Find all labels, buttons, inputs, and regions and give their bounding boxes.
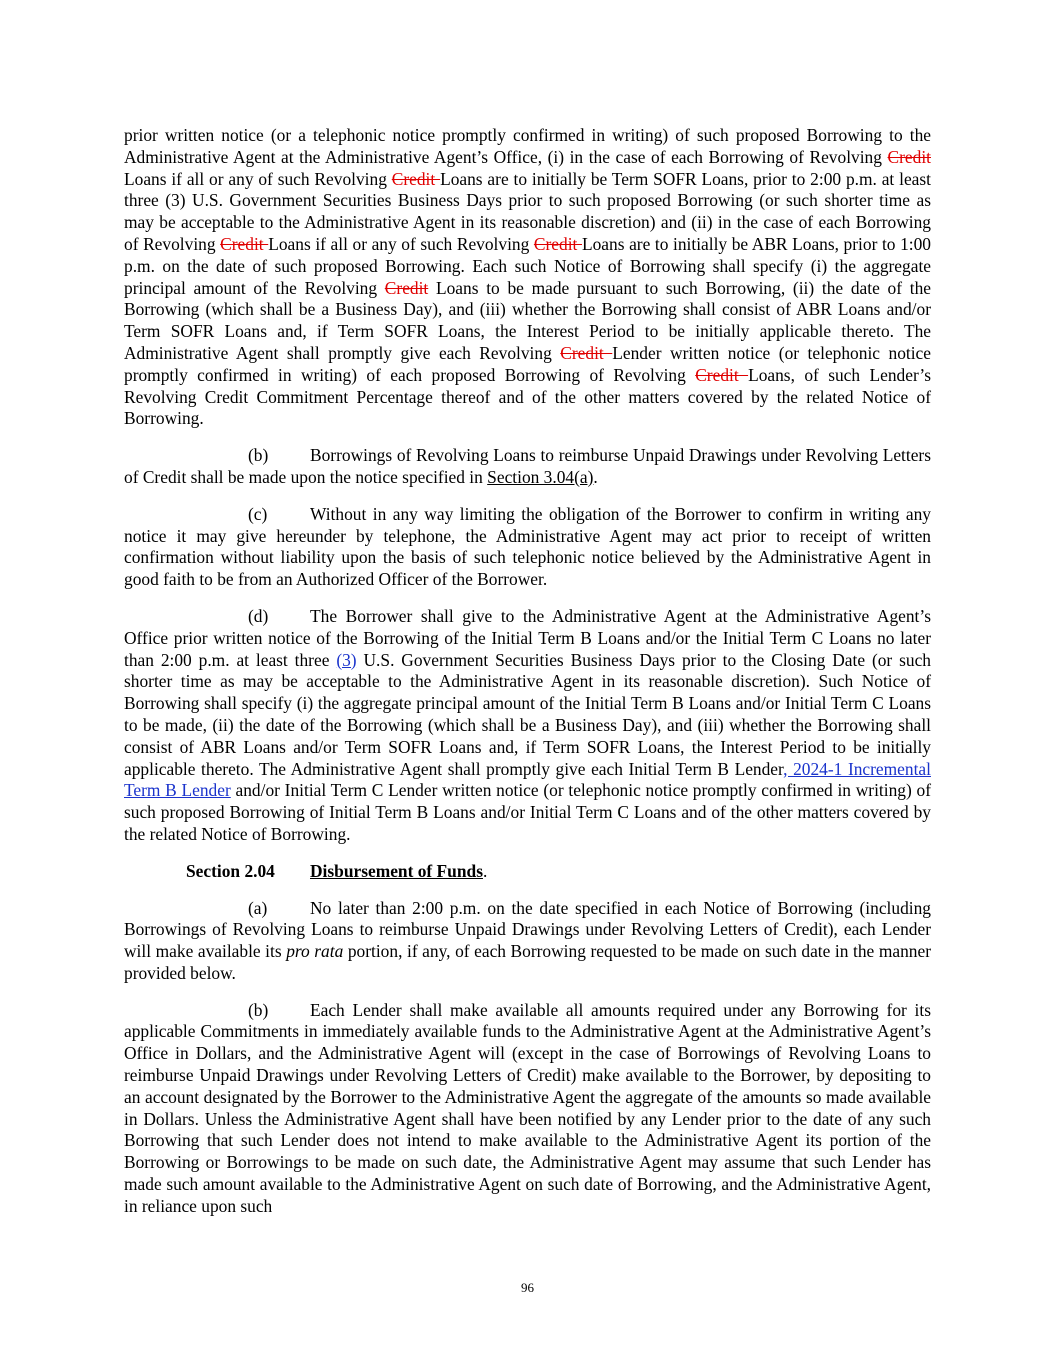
paragraph-section-a <box>124 898 931 985</box>
paragraph-b <box>124 445 931 489</box>
text-run: Loans if all or any of such Revolving <box>268 233 534 254</box>
deleted-text: Credit <box>391 168 441 189</box>
section-heading <box>186 861 931 883</box>
section-number: Section 2.04 <box>186 860 275 881</box>
text-run: and/or Initial Term C Lender written notice (or telephonic notice promptly confirmed in writing) of such proposed Borrowing of Initial Term B Loans and/or Initial Term C Loans and of the other matters covered by the related Notice of Borrowing. <box>124 780 931 844</box>
text-run: . <box>593 466 598 487</box>
text-run: Loans are to initially be ABR Loans, prior to 1:00 p.m. on the date of such proposed Borrowing. Each such Notice of Borrowing shall specify (i) the aggregate principal amount of the Revolving <box>124 233 932 298</box>
text-run: The Borrower shall give to the Administrative Agent at the Administrative Agent’s Office prior written notice of the Borrowing of the Initial Term B Loans and/or the Initial Term C Loans no later than 2:00 p.m. at least three <box>124 605 931 670</box>
text-run: Loans if all or any of such Revolving <box>124 168 392 189</box>
inserted-text: , 2024-1 Incremental Term B Lender <box>124 758 931 801</box>
text-run: portion, if any, of each Borrowing requested to be made on such date in the manner provided below. <box>124 941 931 983</box>
deleted-text: Credit <box>887 146 931 167</box>
clause-label: (c) <box>248 503 268 524</box>
text-run: Without in any way limiting the obligation of the Borrower to confirm in writing any notice it may give hereunder by telephone, the Administrative Agent may act prior to receipt of written confirmation without liability upon the basis of such telephonic notice believed by the Administrative Agent in good faith to be from an Authorized Officer of the Borrower. <box>124 503 931 590</box>
text-run: Loans to be made pursuant to such Borrowing, (ii) the date of the Borrowing (which shall be a Business Day), and (iii) whether the Borrowing shall consist of ABR Loans and/or Term SOFR Loans and, if Term SOFR Loans, the Interest Period to be initially applicable thereto. The Administrative Agent shall promptly give each Revolving <box>124 277 931 363</box>
section-title-punctuation: . <box>482 860 488 881</box>
text-run: Loans are to initially be Term SOFR Loans, prior to 2:00 p.m. at least three (3) U.S. Government Securities Business Days prior to such proposed Borrowing (or such shorter time as may be acceptable to the Administrative Agent in its reasonable discretion) and (ii) in the case of each Borrowing of Revolving <box>124 168 931 254</box>
deleted-text: Credit <box>533 233 582 254</box>
inserted-text: (3) <box>336 649 357 670</box>
section-title: Disbursement of Funds <box>310 860 483 881</box>
section-reference-link[interactable]: Section 3.04(a) <box>487 466 594 487</box>
deleted-text: Credit <box>220 233 269 254</box>
text-run: Each Lender shall make available all amounts required under any Borrowing for its applicable Commitments in immediately available funds to the Administrative Agent at the Administrative Agent’s Office in Dollars, and the Administrative Agent will (except in the case of Borrowings of Revolving Loans to reimburse Unpaid Drawings under Revolving Letters of Credit) make available to the Borrower, by depositing to an account designated by the Borrower to the Administrative Agent the aggregate of the amounts so made available in Dollars. Unless the Administrative Agent shall have been notified by any Lender prior to the date of any such Borrowing that such Lender does not intend to make available to the Administrative Agent its portion of the Borrowing or Borrowings to be made on such date, the Administrative Agent may assume that such Lender has made such amount available to the Administrative Agent on such date of Borrowing, and the Administrative Agent, in reliance upon such <box>124 999 931 1216</box>
paragraph-section-b <box>124 1000 931 1218</box>
text-run: prior written notice (or a telephonic notice promptly confirmed in writing) of such proposed Borrowing to the Administrative Agent at the Administrative Agent’s Office, (i) in the case of each Borrowing of Revolving <box>124 125 931 167</box>
document-page <box>124 125 931 1233</box>
deleted-text: Credit <box>695 364 749 385</box>
text-run: No later than 2:00 p.m. on the date specified in each Notice of Borrowing (including Borrowings of Revolving Loans to reimburse Unpaid Drawings under Revolving Letters of Credit), each Lender will make available its <box>124 897 931 962</box>
deleted-text: Credit <box>384 277 429 298</box>
text-run: Lender written notice (or telephonic notice promptly confirmed in writing) of each proposed Borrowing of Revolving <box>124 342 931 385</box>
paragraph-notice-of-borrowing-continued <box>124 125 931 430</box>
clause-label: (b) <box>248 445 269 466</box>
paragraph-d <box>124 606 931 846</box>
deleted-text: Credit <box>560 342 613 363</box>
paragraph-c <box>124 504 931 591</box>
italic-term: pro rata <box>286 941 344 962</box>
text-run: U.S. Government Securities Business Days prior to the Closing Date (or such shorter time as may be acceptable to the Administrative Agent in its reasonable discretion). Such Notice of Borrowing shall specify (i) the aggregate principal amount of the Initial Term B Loans and/or Initial Term C Loans to be made, (ii) the date of the Borrowing (which shall be a Business Day), and (iii) whether the Borrowing shall consist of ABR Loans and/or Term SOFR Loans and, if Term SOFR Loans, the Interest Period to be initially applicable thereto. The Administrative Agent shall promptly give each Initial Term B Lender <box>124 649 931 779</box>
clause-label: (b) <box>248 999 269 1020</box>
text-run: Loans, of such Lender’s Revolving Credit Commitment Percentage thereof and of the other matters covered by the related Notice of Borrowing. <box>124 364 931 429</box>
text-run: Borrowings of Revolving Loans to reimburse Unpaid Drawings under Revolving Letters of Credit shall be made upon the notice specified in <box>124 445 931 487</box>
clause-label: (d) <box>248 605 269 626</box>
clause-label: (a) <box>248 897 268 918</box>
page-number: 96 <box>521 1280 534 1295</box>
